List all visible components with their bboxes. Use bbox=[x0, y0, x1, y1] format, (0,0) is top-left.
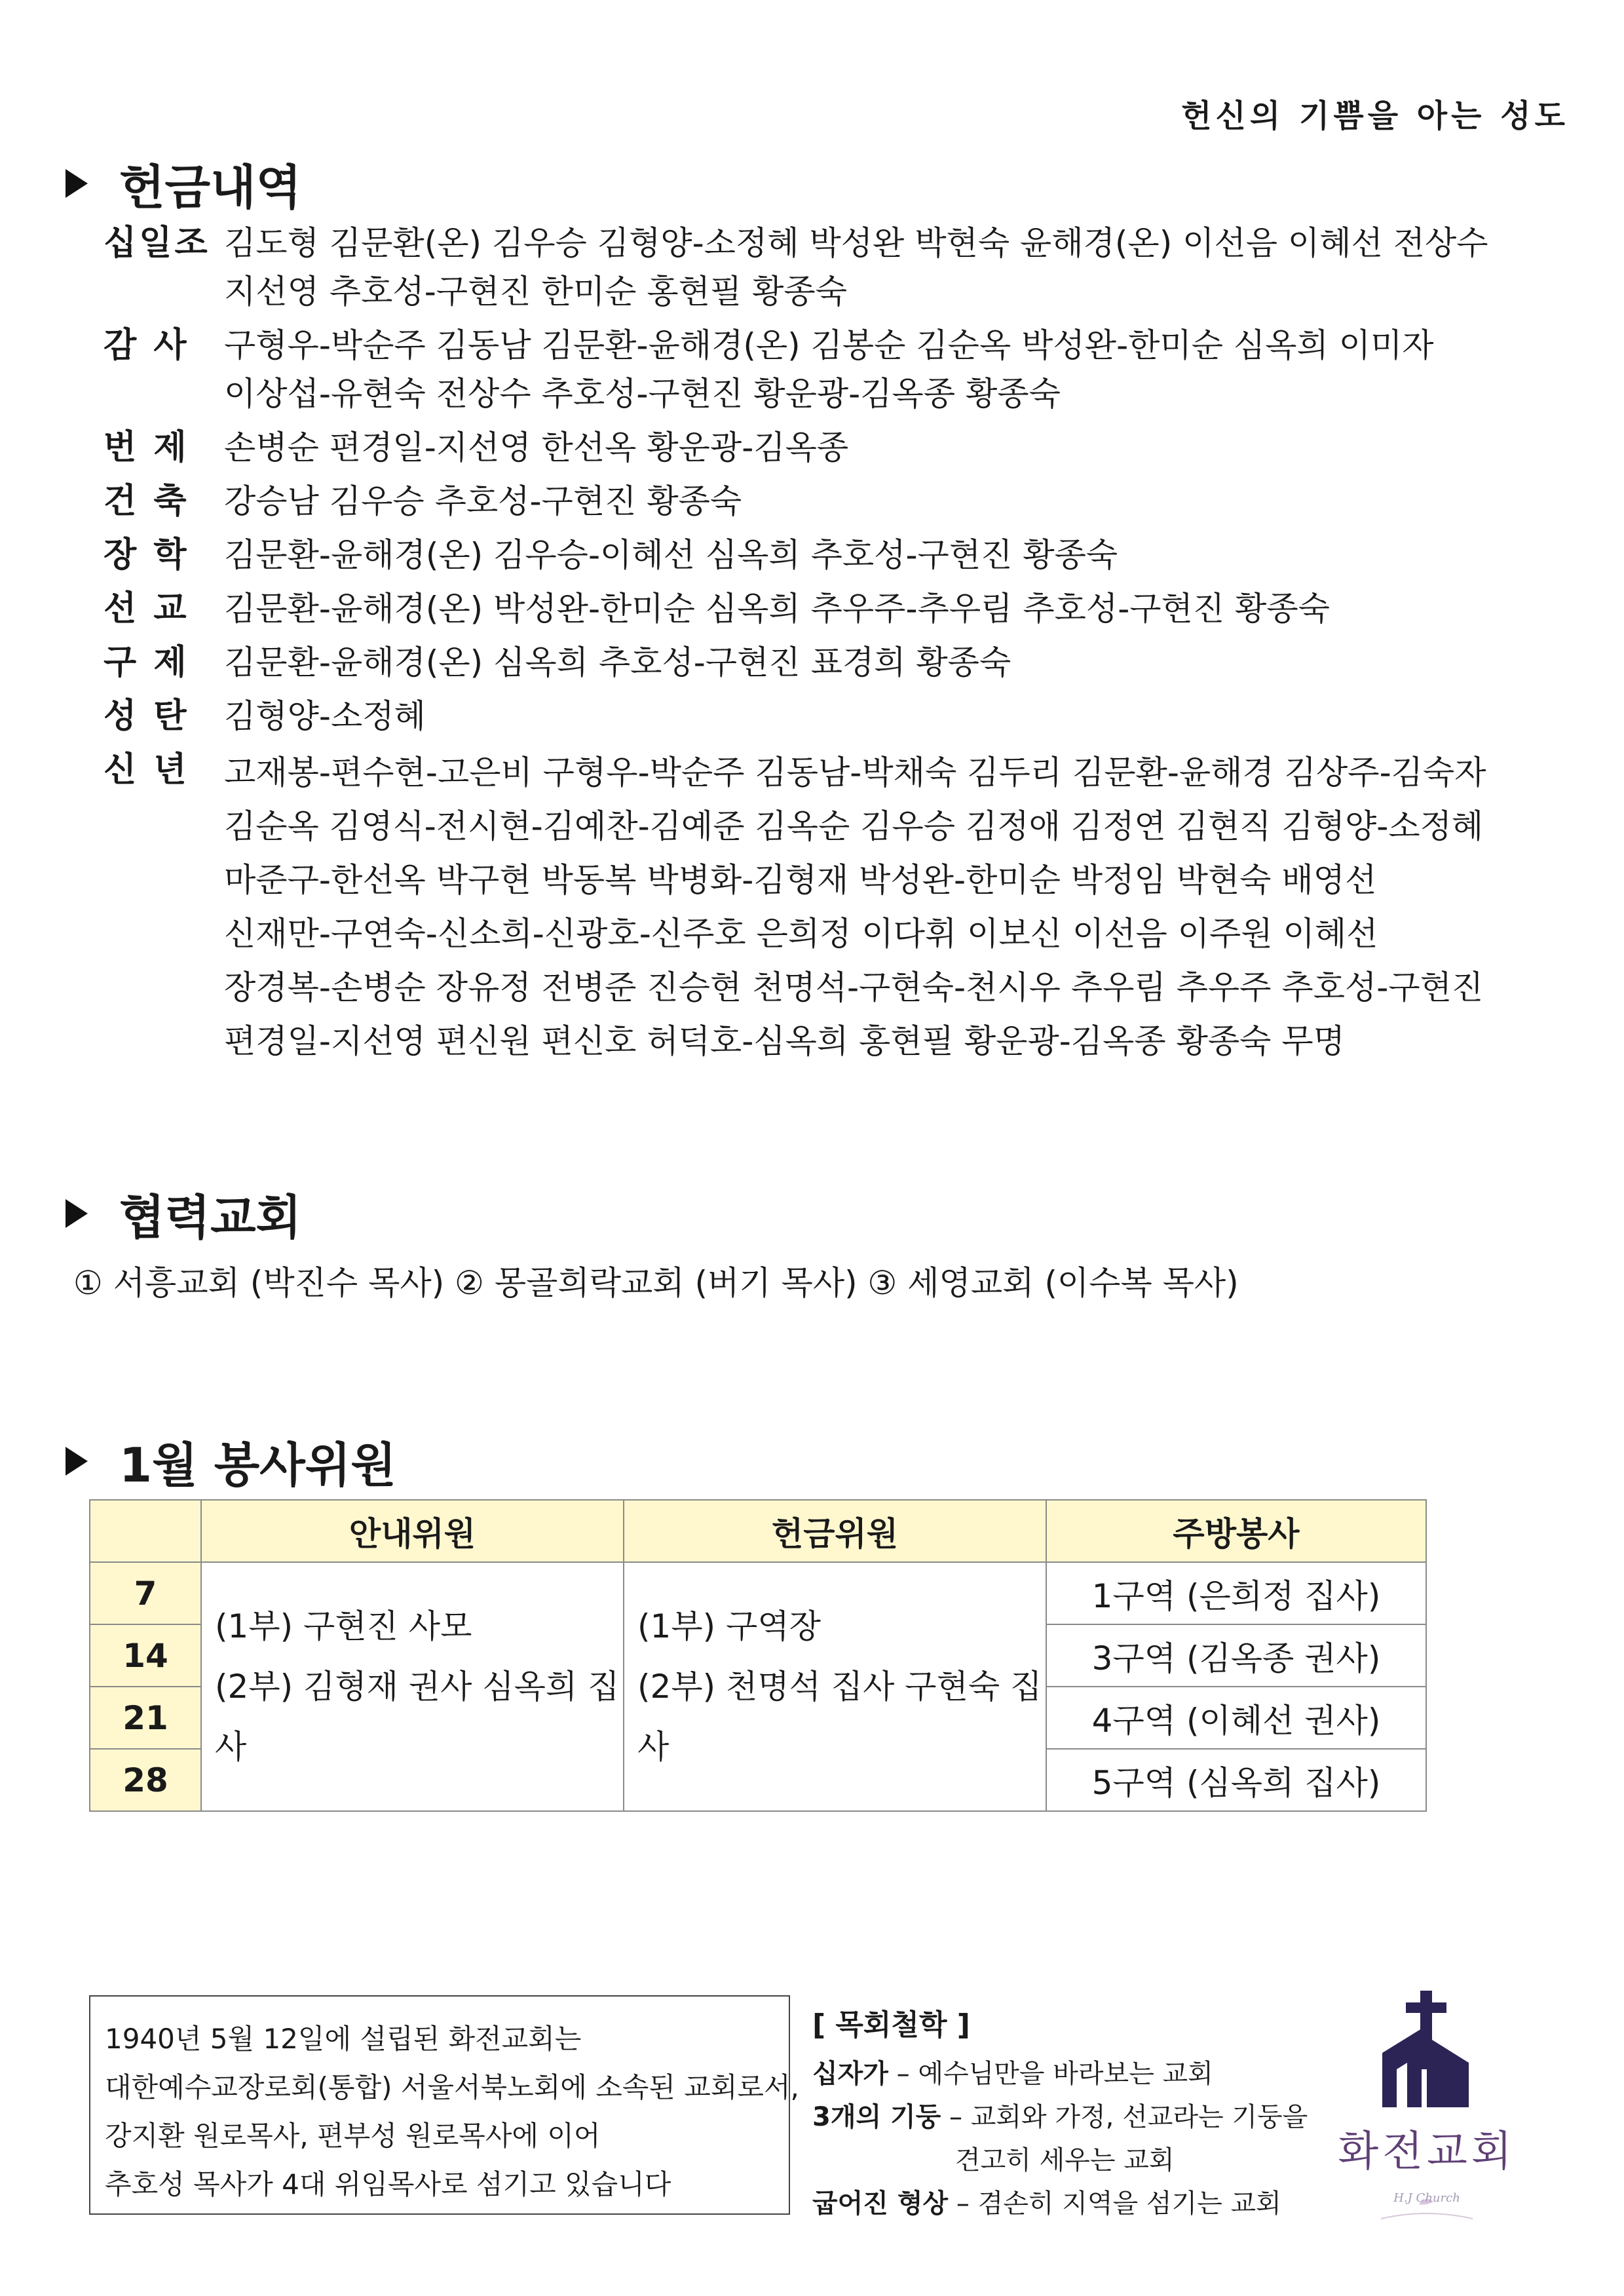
offering-row-newyear bbox=[104, 746, 1577, 1073]
offering-section-title bbox=[66, 149, 301, 218]
offering-names bbox=[224, 477, 742, 526]
offering-names bbox=[224, 423, 848, 472]
names-line: 신재만-구연숙-신소희-신광호-신주호 은희정 이다휘 이보신 이선음 이주원 이혜선 bbox=[224, 915, 1378, 953]
philosophy-term: 3개의 기둥 bbox=[812, 2102, 941, 2132]
philosophy-desc: – 교회와 가정, 선교라는 기둥을 bbox=[949, 2102, 1308, 2132]
offering-label: 성 탄 bbox=[104, 697, 189, 736]
names-line: 강승남 김우승 추호성-구현진 황종숙 bbox=[224, 482, 742, 520]
partners-section-title bbox=[66, 1179, 301, 1248]
names-line: 편경일-지선영 편신원 편신호 허덕호-심옥희 홍현필 황운광-김옥종 황종숙 무명 bbox=[224, 1022, 1345, 1060]
week-cell: 7 bbox=[90, 1562, 201, 1624]
offering-label: 감 사 bbox=[104, 326, 189, 365]
header-week bbox=[90, 1500, 201, 1562]
offering-label: 구 제 bbox=[104, 643, 189, 682]
offering-row-relief bbox=[104, 638, 1577, 692]
offering-label: 신 년 bbox=[104, 750, 189, 790]
offering-names bbox=[224, 692, 426, 740]
offering-label: 장 학 bbox=[104, 535, 189, 575]
week-cell: 21 bbox=[90, 1687, 201, 1749]
offering-label: 십일조 bbox=[104, 223, 210, 263]
names-line: 김형양-소정혜 bbox=[224, 697, 426, 735]
triangle-bullet-icon bbox=[66, 1199, 88, 1228]
usher-line: (1부) 구현진 사모 bbox=[215, 1607, 472, 1645]
table-header-row bbox=[90, 1500, 1426, 1562]
kitchen-cell: 1구역 (은희정 집사) bbox=[1046, 1562, 1426, 1624]
volunteers-section-title bbox=[66, 1427, 396, 1495]
names-line: 고재봉-편수현-고은비 구형우-박순주 김동남-박채숙 김두리 김문환-윤해경 김상주-김숙자 bbox=[224, 754, 1486, 792]
volunteer-table bbox=[89, 1499, 1427, 1812]
volunteers-title: 1월 봉사위원 bbox=[119, 1438, 396, 1493]
offering-staff-line: (2부) 천명석 집사 구현숙 집사 bbox=[637, 1668, 1042, 1766]
names-line: 이상섭-유현숙 전상수 추호성-구현진 황운광-김옥종 황종숙 bbox=[224, 375, 1061, 413]
philosophy-desc: – 예수님만을 바라보는 교회 bbox=[896, 2059, 1213, 2089]
offering-names bbox=[224, 219, 1488, 316]
church-subtitle: H.J Church bbox=[1393, 2191, 1460, 2205]
philosophy-term: 굽어진 형상 bbox=[812, 2189, 949, 2219]
header-kitchen: 주방봉사 bbox=[1046, 1500, 1426, 1562]
triangle-bullet-icon bbox=[66, 1447, 88, 1476]
ministry-philosophy bbox=[812, 2004, 1308, 2225]
names-line: 장경복-손병순 장유정 전병준 진승현 천명석-구현숙-천시우 추우림 추우주 추호성-구현진 bbox=[224, 968, 1484, 1006]
philosophy-term: 십자가 bbox=[812, 2059, 888, 2089]
offering-list bbox=[104, 219, 1577, 1073]
motto: 헌신의 기쁨을 아는 성도 bbox=[1181, 98, 1569, 134]
offering-names bbox=[224, 321, 1434, 418]
offering-row-christmas bbox=[104, 692, 1577, 746]
names-line: 구형우-박순주 김동남 김문환-윤해경(온) 김봉순 김순옥 박성완-한미순 심옥희 이미자 bbox=[224, 326, 1434, 364]
history-line: 대한예수교장로회(통합) 서울서북노회에 소속된 교회로서, bbox=[105, 2071, 799, 2103]
names-line: 김문환-윤해경(온) 김우승-이혜선 심옥희 추호성-구현진 황종숙 bbox=[224, 536, 1118, 574]
offering-title: 헌금내역 bbox=[119, 160, 302, 215]
names-line: 지선영 추호성-구현진 한미순 홍현필 황종숙 bbox=[224, 273, 848, 311]
offering-names bbox=[224, 638, 1011, 687]
offering-row-building bbox=[104, 477, 1577, 531]
names-line: 손병순 편경일-지선영 한선옥 황운광-김옥종 bbox=[224, 429, 849, 467]
offering-names bbox=[224, 584, 1330, 633]
history-line: 1940년 5월 12일에 설립된 화전교회는 bbox=[105, 2023, 582, 2055]
partner-churches-text: ① 서흥교회 (박진수 목사) ② 몽골희락교회 (버기 목사) ③ 세영교회 (이수복 목사) bbox=[73, 1264, 1239, 1302]
philosophy-item bbox=[812, 2052, 1308, 2095]
philosophy-desc: 견고히 세우는 교회 bbox=[955, 2145, 1175, 2175]
names-line: 김문환-윤해경(온) 박성완-한미순 심옥희 추우주-추우림 추호성-구현진 황종숙 bbox=[224, 590, 1330, 628]
table-row bbox=[90, 1562, 1426, 1624]
names-line: 마준구-한선옥 박구현 박동복 박병화-김형재 박성완-한미순 박정임 박현숙 배영선 bbox=[224, 861, 1377, 899]
offering-names bbox=[224, 746, 1486, 1068]
partners-title: 협력교회 bbox=[119, 1190, 302, 1245]
philosophy-item bbox=[812, 2095, 1308, 2139]
header-ushers: 안내위원 bbox=[201, 1500, 624, 1562]
usher-line: (2부) 김형재 권사 심옥희 집사 bbox=[215, 1668, 620, 1766]
kitchen-cell: 4구역 (이혜선 권사) bbox=[1046, 1687, 1426, 1749]
offering-row-scholarship bbox=[104, 531, 1577, 584]
offering-row-thanks bbox=[104, 321, 1577, 423]
history-line: 추호성 목사가 4대 위임목사로 섬기고 있습니다 bbox=[105, 2168, 671, 2200]
history-line: 강지환 원로목사, 편부성 원로목사에 이어 bbox=[105, 2120, 601, 2152]
offering-names bbox=[224, 531, 1118, 579]
church-history-box bbox=[89, 1995, 799, 2215]
offering-row-mission bbox=[104, 584, 1577, 638]
offering-row-burnt bbox=[104, 423, 1577, 477]
week-cell: 28 bbox=[90, 1749, 201, 1811]
offering-label: 선 교 bbox=[104, 589, 189, 628]
names-line: 김도형 김문환(온) 김우승 김형양-소정혜 박성완 박현숙 윤해경(온) 이선음 이혜선 전상수 bbox=[224, 224, 1488, 262]
header-offering-staff: 헌금위원 bbox=[624, 1500, 1046, 1562]
week-cell: 14 bbox=[90, 1624, 201, 1687]
offering-label: 번 제 bbox=[104, 428, 189, 467]
offering-row-tithe bbox=[104, 219, 1577, 321]
offering-staff-line: (1부) 구역장 bbox=[637, 1607, 821, 1645]
names-line: 김순옥 김영식-전시현-김예찬-김예준 김옥순 김우승 김정애 김정연 김현직 김형양-소정혜 bbox=[224, 807, 1484, 845]
philosophy-item bbox=[812, 2182, 1308, 2225]
philosophy-title: [ 목회철학 ] bbox=[812, 2008, 970, 2042]
triangle-bullet-icon bbox=[66, 169, 88, 198]
philosophy-desc: – 겸손히 지역을 섬기는 교회 bbox=[956, 2189, 1281, 2219]
ushers-cell bbox=[201, 1562, 624, 1811]
offering-staff-cell bbox=[624, 1562, 1046, 1811]
kitchen-cell: 5구역 (심옥희 집사) bbox=[1046, 1749, 1426, 1811]
offering-label: 건 축 bbox=[104, 482, 189, 521]
kitchen-cell: 3구역 (김옥종 권사) bbox=[1046, 1624, 1426, 1687]
names-line: 김문환-윤해경(온) 심옥희 추호성-구현진 표경희 황종숙 bbox=[224, 643, 1011, 681]
church-name: 화전교회 bbox=[1338, 2128, 1516, 2176]
